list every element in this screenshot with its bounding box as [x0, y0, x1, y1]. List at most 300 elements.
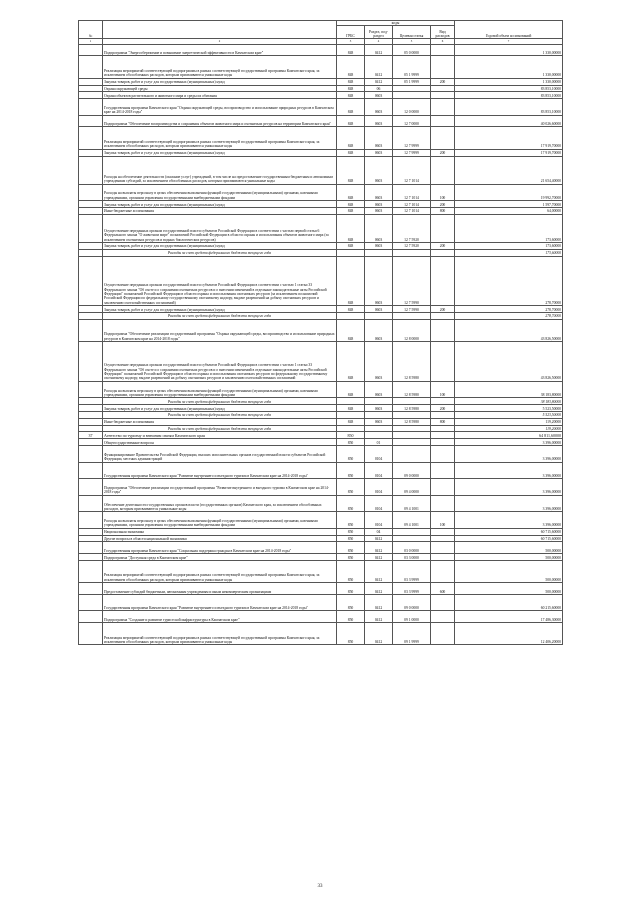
- row-vr: [431, 44, 455, 56]
- row-razdel: 0412: [365, 78, 393, 85]
- row-grbs: 848: [337, 306, 365, 313]
- row-razdel: 0412: [365, 44, 393, 56]
- row-name: Закупка товаров, работ и услуг для государственных (муниципальных) нужд: [103, 405, 337, 412]
- header-amount: Годовой объем ассигнований: [455, 21, 563, 39]
- row-amount: 43 826,50000: [455, 319, 563, 341]
- row-csr: 12 8 5980: [393, 418, 431, 425]
- row-number: [79, 560, 103, 582]
- table-row: [79, 535, 563, 542]
- row-vr: [431, 256, 455, 306]
- row-razdel: 01: [365, 439, 393, 446]
- table-row: [79, 184, 563, 201]
- row-razdel: 0603: [365, 115, 393, 127]
- row-grbs: 850: [337, 479, 365, 496]
- header-name: [103, 21, 337, 39]
- table-row: [79, 425, 563, 432]
- row-csr: 03 0 0000: [393, 542, 431, 554]
- page-number: 33: [317, 884, 323, 889]
- row-grbs: 848: [337, 127, 365, 149]
- row-razdel: 0603: [365, 306, 393, 313]
- row-amount: 3 396,00000: [455, 462, 563, 479]
- row-number: [79, 85, 103, 92]
- row-amount: 1 330,00000: [455, 78, 563, 85]
- row-name: Реализация мероприятий соответствующей подпрограммы в рамках соответствующей государственной программы Камчатского края, за исключением обособленных расходов, которым присваиваются уникальные коды: [103, 623, 337, 645]
- row-razdel: 0412: [365, 535, 393, 542]
- row-csr: 05 0 0000: [393, 44, 431, 56]
- table-row: [79, 127, 563, 149]
- row-csr: 05 1 9999: [393, 56, 431, 78]
- row-amount: 5 523,50000: [455, 405, 563, 412]
- table-row: [79, 208, 563, 215]
- row-amount: 19 992,70000: [455, 184, 563, 201]
- row-csr: [393, 249, 431, 256]
- row-csr: [393, 439, 431, 446]
- row-amount: 1 597,70000: [455, 201, 563, 208]
- row-vr: [431, 594, 455, 611]
- row-vr: 200: [431, 149, 455, 156]
- row-grbs: 850: [337, 512, 365, 529]
- table-body: [79, 44, 563, 645]
- row-amount: 83 853,10000: [455, 99, 563, 116]
- row-vr: [431, 560, 455, 582]
- row-grbs: 848: [337, 405, 365, 412]
- row-csr: 09 1 9999: [393, 623, 431, 645]
- table-row: [79, 528, 563, 535]
- row-razdel: [365, 249, 393, 256]
- row-vr: [431, 432, 455, 439]
- row-amount: 60 715,60000: [455, 535, 563, 542]
- table-row: [79, 381, 563, 398]
- row-amount: 83 853,10000: [455, 85, 563, 92]
- row-csr: 12 7 1014: [393, 184, 431, 201]
- row-name: Расходы на выплаты персоналу в целях обеспечения выполнения функций государственными (муниципальными) органами, казенными учреждениями, органами управления государственными внебюджетными фондами: [103, 512, 337, 529]
- row-grbs: [337, 425, 365, 432]
- row-number: [79, 462, 103, 479]
- row-vr: 200: [431, 306, 455, 313]
- row-number: [79, 92, 103, 99]
- row-grbs: 848: [337, 156, 365, 184]
- row-grbs: 848: [337, 201, 365, 208]
- row-vr: 200: [431, 405, 455, 412]
- table-row: [79, 115, 563, 127]
- row-razdel: 0104: [365, 462, 393, 479]
- row-csr: 12 7 5920: [393, 214, 431, 242]
- row-vr: [431, 412, 455, 419]
- row-grbs: 848: [337, 44, 365, 56]
- row-name: Подпрограмма "Обеспечение реализации государственной программы "Охрана окружающей среды, воспроизводство и использование природных ресурсов в Камчатском крае на 2014-2018 годы": [103, 319, 337, 341]
- column-number: 4: [365, 39, 393, 44]
- row-number: [79, 479, 103, 496]
- table-row: [79, 243, 563, 250]
- row-csr: 12 8 0000: [393, 319, 431, 341]
- row-number: [79, 611, 103, 623]
- row-grbs: 848: [337, 99, 365, 116]
- row-name: Расходы за счет средств федерального бюджета текущего года: [103, 249, 337, 256]
- row-number: [79, 446, 103, 463]
- row-name: Иные бюджетные ассигнования: [103, 418, 337, 425]
- row-amount: 119,20000: [455, 425, 563, 432]
- row-amount: 17 486,30000: [455, 611, 563, 623]
- row-csr: 12 7 1014: [393, 201, 431, 208]
- row-vr: [431, 462, 455, 479]
- row-razdel: 0412: [365, 583, 393, 595]
- row-csr: 12 7 5990: [393, 306, 431, 313]
- row-csr: [393, 446, 431, 463]
- header-razdel: Раздел, под-раздел: [365, 26, 393, 39]
- row-csr: 03 3 9999: [393, 583, 431, 595]
- row-number: [79, 256, 103, 306]
- row-grbs: 848: [337, 418, 365, 425]
- row-amount: 1 330,00000: [455, 56, 563, 78]
- row-amount: 278,70000: [455, 306, 563, 313]
- table-row: [79, 256, 563, 306]
- row-razdel: 0603: [365, 342, 393, 382]
- row-vr: [431, 542, 455, 554]
- row-number: [79, 512, 103, 529]
- row-grbs: 850: [337, 611, 365, 623]
- row-name: Закупка товаров, работ и услуг для государственных (муниципальных) нужд: [103, 78, 337, 85]
- row-amount: 500,00000: [455, 583, 563, 595]
- table-row: [79, 149, 563, 156]
- row-amount: 40 026,60000: [455, 115, 563, 127]
- row-grbs: 850: [337, 554, 365, 561]
- row-name: Осуществление переданных органам государственной власти субъектов Российской Федерации в соответствии с частью 1 статьи 33 Федерального закона "Об охоте и о сохранении охотничьих ресурсов и о внесении изменений в отдельные законодательные акты Российской Федерации" полномочий Российской Федерации в области охраны и использования охотничьих ресурсов (за исключением полномочий Российской Федерации по федеральному государственному охотничьему надзору, выдаче разрешений на добычу охотничьих ресурсов и заключению охотхозяйственных соглашений): [103, 256, 337, 306]
- row-vr: [431, 214, 455, 242]
- row-amount: 173,60000: [455, 243, 563, 250]
- row-csr: [393, 432, 431, 439]
- row-name: Государственная программа Камчатского края "Развитие внутреннего и въездного туризма в Камчатском крае на 2014-2018 годы": [103, 594, 337, 611]
- table-row: [79, 542, 563, 554]
- row-amount: 60 715,60000: [455, 528, 563, 535]
- row-csr: 03 3 9999: [393, 560, 431, 582]
- row-grbs: 850: [337, 495, 365, 512]
- row-csr: 09 4 1001: [393, 495, 431, 512]
- row-number: [79, 319, 103, 341]
- header-number: №: [79, 21, 103, 39]
- row-name: Закупка товаров, работ и услуг для государственных (муниципальных) нужд: [103, 306, 337, 313]
- table-header-row: [79, 21, 563, 26]
- row-number: [79, 418, 103, 425]
- row-amount: 500,00000: [455, 542, 563, 554]
- row-razdel: 0603: [365, 208, 393, 215]
- row-vr: [431, 495, 455, 512]
- row-number: [79, 528, 103, 535]
- table-row: [79, 56, 563, 78]
- row-razdel: 0412: [365, 623, 393, 645]
- row-vr: 800: [431, 208, 455, 215]
- row-name: Реализация мероприятий соответствующей подпрограммы в рамках соответствующей государственной программы Камчатского края, за исключением обособленных расходов, которым присваиваются уникальные коды: [103, 56, 337, 78]
- row-grbs: 850: [337, 560, 365, 582]
- table-row: [79, 319, 563, 341]
- column-number: 1: [79, 39, 103, 44]
- row-razdel: 06: [365, 85, 393, 92]
- row-vr: [431, 535, 455, 542]
- row-grbs: 848: [337, 214, 365, 242]
- row-amount: 119,20000: [455, 418, 563, 425]
- row-razdel: 0603: [365, 99, 393, 116]
- row-csr: 12 7 9999: [393, 149, 431, 156]
- row-grbs: 848: [337, 381, 365, 398]
- row-grbs: 848: [337, 149, 365, 156]
- row-grbs: 848: [337, 256, 365, 306]
- table-row: [79, 560, 563, 582]
- header-grbs: ГРБС: [337, 26, 365, 39]
- row-razdel: 0603: [365, 405, 393, 412]
- row-name: Реализация мероприятий соответствующей подпрограммы в рамках соответствующей государственной программы Камчатского края, за исключением обособленных расходов, которым присваиваются уникальные коды: [103, 560, 337, 582]
- table-row: [79, 583, 563, 595]
- budget-table: [78, 20, 563, 645]
- row-vr: 800: [431, 418, 455, 425]
- column-number: 3: [337, 39, 365, 44]
- row-razdel: [365, 425, 393, 432]
- row-vr: [431, 249, 455, 256]
- row-amount: 173,60000: [455, 214, 563, 242]
- row-vr: [431, 56, 455, 78]
- row-name: Расходы на выплаты персоналу в целях обеспечения выполнения функций государственными (муниципальными) органами, казенными учреждениями, органами управления государственными внебюджетными фондами: [103, 381, 337, 398]
- row-csr: [393, 398, 431, 405]
- row-number: [79, 156, 103, 184]
- table-row: [79, 214, 563, 242]
- table-row: [79, 99, 563, 116]
- row-vr: 100: [431, 184, 455, 201]
- row-csr: 12 7 1014: [393, 208, 431, 215]
- row-vr: [431, 611, 455, 623]
- row-razdel: 04: [365, 528, 393, 535]
- table-row: [79, 398, 563, 405]
- row-vr: [431, 398, 455, 405]
- row-csr: 12 0 0000: [393, 99, 431, 116]
- row-grbs: 848: [337, 92, 365, 99]
- table-row: [79, 611, 563, 623]
- row-csr: 09 1 0000: [393, 611, 431, 623]
- row-razdel: [365, 432, 393, 439]
- table-row: [79, 554, 563, 561]
- row-vr: [431, 99, 455, 116]
- row-vr: [431, 85, 455, 92]
- row-name: Охрана объектов растительного и животного мира и среды их обитания: [103, 92, 337, 99]
- row-number: [79, 44, 103, 56]
- row-razdel: 0603: [365, 127, 393, 149]
- row-grbs: 850: [337, 583, 365, 595]
- row-vr: [431, 127, 455, 149]
- column-number: 5: [393, 39, 431, 44]
- row-name: Функционирование Правительства Российской Федерации, высших исполнительных органов государственной власти субъектов Российской Федерации, местных администраций: [103, 446, 337, 463]
- row-name: Иные бюджетные ассигнования: [103, 208, 337, 215]
- row-number: [79, 554, 103, 561]
- row-amount: 64 811,60000: [455, 432, 563, 439]
- row-razdel: 0412: [365, 611, 393, 623]
- column-number: 2: [103, 39, 337, 44]
- row-name: Государственная программа Камчатского края "Социальная поддержка граждан в Камчатском крае на 2014-2018 годы": [103, 542, 337, 554]
- row-vr: 200: [431, 78, 455, 85]
- row-razdel: 0412: [365, 542, 393, 554]
- row-amount: 64,00000: [455, 208, 563, 215]
- row-csr: 09 0 0000: [393, 594, 431, 611]
- row-razdel: 0603: [365, 201, 393, 208]
- row-csr: 09 0 0000: [393, 462, 431, 479]
- row-amount: 38 183,80000: [455, 398, 563, 405]
- row-name: Расходы за счет средств федерального бюджета текущего года: [103, 312, 337, 319]
- header-vr: Вид расходов: [431, 26, 455, 39]
- row-grbs: 850: [337, 623, 365, 645]
- row-amount: 21 654,40000: [455, 156, 563, 184]
- row-name: Национальная экономика: [103, 528, 337, 535]
- row-grbs: [337, 398, 365, 405]
- row-number: [79, 405, 103, 412]
- row-number: [79, 398, 103, 405]
- row-grbs: 848: [337, 243, 365, 250]
- row-amount: 278,70000: [455, 256, 563, 306]
- row-grbs: 848: [337, 115, 365, 127]
- table-row: [79, 512, 563, 529]
- row-number: [79, 214, 103, 242]
- column-number: 6: [431, 39, 455, 44]
- row-number: [79, 184, 103, 201]
- row-grbs: 848: [337, 184, 365, 201]
- row-csr: 12 7 5920: [393, 243, 431, 250]
- row-name: Расходы на выплаты персоналу в целях обеспечения выполнения функций государственными (муниципальными) органами, казенными учреждениями, органами управления государственными внебюджетными фондами: [103, 184, 337, 201]
- row-name: Подпрограмма "Энергосбережение и повышение энергетической эффективности в Камчатском крае": [103, 44, 337, 56]
- row-name: Подпрограмма "Доступная среда в Камчатском крае": [103, 554, 337, 561]
- table-row: [79, 306, 563, 313]
- row-number: [79, 249, 103, 256]
- row-csr: 12 7 0000: [393, 115, 431, 127]
- table-row: [79, 85, 563, 92]
- row-number: [79, 535, 103, 542]
- row-number: [79, 127, 103, 149]
- row-grbs: 850: [337, 528, 365, 535]
- table-row: [79, 249, 563, 256]
- row-number: [79, 594, 103, 611]
- row-grbs: 848: [337, 208, 365, 215]
- row-grbs: 850: [337, 594, 365, 611]
- row-number: [79, 149, 103, 156]
- row-csr: [393, 535, 431, 542]
- row-name: Подпрограмма "Создание и развитие туристской инфраструктуры в Камчатском крае": [103, 611, 337, 623]
- row-name: Закупка товаров, работ и услуг для государственных (муниципальных) нужд: [103, 243, 337, 250]
- row-razdel: 0603: [365, 319, 393, 341]
- row-amount: 3 396,00000: [455, 446, 563, 463]
- row-name: Расходы за счет средств федерального бюджета текущего года: [103, 425, 337, 432]
- row-vr: [431, 554, 455, 561]
- row-razdel: [365, 412, 393, 419]
- row-number: [79, 56, 103, 78]
- row-grbs: 848: [337, 56, 365, 78]
- row-amount: 173,60000: [455, 249, 563, 256]
- header-csr: Целевая статья: [393, 26, 431, 39]
- row-grbs: 850: [337, 439, 365, 446]
- row-number: [79, 542, 103, 554]
- row-razdel: 0104: [365, 479, 393, 496]
- row-grbs: 850: [337, 535, 365, 542]
- row-vr: [431, 115, 455, 127]
- row-name: Осуществление переданных органам государственной власти субъектов Российской Федерации в соответствии с частью первой статьи 6 Федерального закона "О животном мире" полномочий Российской Федерации в области охраны и использования объектов животного мира (за исключением охотничьих ресурсов и водных биологических ресурсов): [103, 214, 337, 242]
- row-name: Расходы на обеспечение деятельности (оказание услуг) учреждений, в том числе на предоставление государственным бюджетным и автономным учреждениям субсидий, за исключением обособленных расходов, которым присваиваются уникальные коды: [103, 156, 337, 184]
- row-number: [79, 425, 103, 432]
- row-vr: [431, 92, 455, 99]
- row-razdel: 0603: [365, 418, 393, 425]
- row-amount: 1 330,00000: [455, 44, 563, 56]
- row-number: [79, 243, 103, 250]
- row-csr: [393, 412, 431, 419]
- row-razdel: 0412: [365, 560, 393, 582]
- row-amount: 3 396,00000: [455, 495, 563, 512]
- row-razdel: 0603: [365, 243, 393, 250]
- row-number: [79, 208, 103, 215]
- row-name: Агентство по туризму и внешним связям Камчатского края: [103, 432, 337, 439]
- row-name: Реализация мероприятий соответствующей подпрограммы в рамках соответствующей государственной программы Камчатского края, за исключением обособленных расходов, которым присваиваются уникальные коды: [103, 127, 337, 149]
- row-grbs: [337, 312, 365, 319]
- row-number: [79, 312, 103, 319]
- row-grbs: 850: [337, 432, 365, 439]
- row-number: [79, 412, 103, 419]
- row-razdel: [365, 398, 393, 405]
- row-csr: [393, 312, 431, 319]
- row-name: Подпрограмма "Обеспечение реализации государственной программы "Развитие внутреннего и въездного туризма в Камчатском крае на 2014-2018 годы": [103, 479, 337, 496]
- row-grbs: 848: [337, 319, 365, 341]
- row-number: [79, 342, 103, 382]
- table-row: [79, 412, 563, 419]
- row-vr: 200: [431, 201, 455, 208]
- table-row: [79, 342, 563, 382]
- row-name: Расходы за счет средств федерального бюджета текущего года: [103, 398, 337, 405]
- row-csr: [393, 92, 431, 99]
- table-row: [79, 44, 563, 56]
- row-name: Закупка товаров, работ и услуг для государственных (муниципальных) нужд: [103, 201, 337, 208]
- row-amount: 17 919,70000: [455, 127, 563, 149]
- table-row: [79, 312, 563, 319]
- row-razdel: 0104: [365, 495, 393, 512]
- row-grbs: 850: [337, 446, 365, 463]
- row-csr: 12 8 5980: [393, 405, 431, 412]
- table-row: [79, 432, 563, 439]
- row-razdel: 0104: [365, 446, 393, 463]
- row-amount: 83 853,10000: [455, 92, 563, 99]
- row-csr: [393, 85, 431, 92]
- row-number: [79, 306, 103, 313]
- row-name: Государственная программа Камчатского края "Развитие внутреннего и въездного туризма в Камчатском крае на 2014-2018 годы": [103, 462, 337, 479]
- row-grbs: 848: [337, 85, 365, 92]
- row-vr: [431, 479, 455, 496]
- row-vr: [431, 342, 455, 382]
- row-grbs: 848: [337, 78, 365, 85]
- row-razdel: 0412: [365, 554, 393, 561]
- row-number: 37: [79, 432, 103, 439]
- row-number: [79, 99, 103, 116]
- row-name: Общегосударственные вопросы: [103, 439, 337, 446]
- table-row: [79, 446, 563, 463]
- row-number: [79, 495, 103, 512]
- row-name: Охрана окружающей среды: [103, 85, 337, 92]
- row-vr: [431, 446, 455, 463]
- row-csr: 12 7 5990: [393, 256, 431, 306]
- row-amount: 278,70000: [455, 312, 563, 319]
- row-razdel: [365, 312, 393, 319]
- row-razdel: 0603: [365, 184, 393, 201]
- row-grbs: [337, 412, 365, 419]
- row-amount: 43 826,50000: [455, 342, 563, 382]
- row-name: Подпрограмма "Обеспечение воспроизводства и сохранения объектов животного мира и охотничьих ресурсов на территории Камчатского края": [103, 115, 337, 127]
- row-amount: 500,00000: [455, 560, 563, 582]
- row-amount: 3 396,00000: [455, 479, 563, 496]
- row-csr: 12 7 1014: [393, 156, 431, 184]
- row-grbs: [337, 249, 365, 256]
- row-vr: 600: [431, 583, 455, 595]
- row-number: [79, 623, 103, 645]
- row-razdel: 0603: [365, 149, 393, 156]
- row-csr: 12 8 5980: [393, 342, 431, 382]
- table-row: [79, 201, 563, 208]
